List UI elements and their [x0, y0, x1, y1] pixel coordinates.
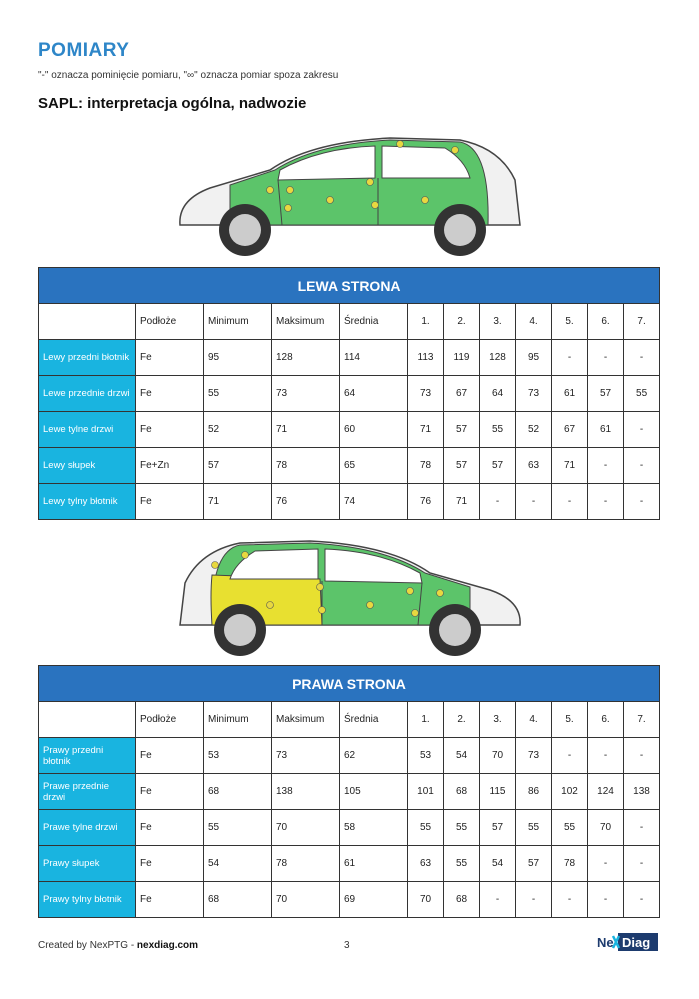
table-cell: 71 [408, 412, 444, 448]
row-label: Prawy tylny błotnik [39, 882, 136, 918]
table-cell: - [624, 484, 660, 520]
page-number: 3 [344, 940, 350, 951]
column-header: 4. [516, 702, 552, 738]
column-header: 6. [588, 702, 624, 738]
column-header: 2. [444, 304, 480, 340]
table-cell: 119 [444, 340, 480, 376]
table-cell: 53 [408, 738, 444, 774]
column-header: 3. [480, 702, 516, 738]
column-header: 5. [552, 702, 588, 738]
table-cell: - [552, 882, 588, 918]
table-cell: 68 [444, 774, 480, 810]
table-cell: 70 [272, 810, 340, 846]
table-cell: 95 [516, 340, 552, 376]
table-cell: 63 [516, 448, 552, 484]
right-side-table [38, 665, 660, 918]
row-label: Lewe przednie drzwi [39, 376, 136, 412]
table-cell: - [588, 738, 624, 774]
table-cell: - [624, 738, 660, 774]
row-label: Lewe tylne drzwi [39, 412, 136, 448]
table-cell: 54 [444, 738, 480, 774]
column-header: Maksimum [272, 702, 340, 738]
table-cell: 52 [516, 412, 552, 448]
table-cell: 138 [272, 774, 340, 810]
table-cell: - [480, 484, 516, 520]
table-cell: 70 [588, 810, 624, 846]
table-cell: 53 [204, 738, 272, 774]
table-cell: - [552, 484, 588, 520]
table-cell: - [588, 846, 624, 882]
table-cell: 76 [408, 484, 444, 520]
table-cell: 57 [444, 448, 480, 484]
column-header: 4. [516, 304, 552, 340]
table-cell: - [624, 448, 660, 484]
table-cell: 52 [204, 412, 272, 448]
table-cell: - [624, 412, 660, 448]
table-cell: 55 [480, 412, 516, 448]
table-cell: 68 [444, 882, 480, 918]
table-cell: 78 [272, 448, 340, 484]
table-cell: Fe [136, 882, 204, 918]
table-cell: 138 [624, 774, 660, 810]
table-cell: 55 [552, 810, 588, 846]
row-label: Prawy przedni błotnik [39, 738, 136, 774]
section-subtitle: SAPL: interpretacja ogólna, nadwozie [38, 95, 307, 112]
row-label: Lewy przedni błotnik [39, 340, 136, 376]
table-cell: 69 [340, 882, 408, 918]
table-cell: 60 [340, 412, 408, 448]
header-blank-cell [39, 702, 136, 738]
table-cell: 102 [552, 774, 588, 810]
table-cell: 71 [552, 448, 588, 484]
table-cell: - [552, 738, 588, 774]
table-cell: - [516, 882, 552, 918]
table-cell: 55 [624, 376, 660, 412]
table-cell: - [588, 448, 624, 484]
table-cell: 55 [408, 810, 444, 846]
column-header: Podłoże [136, 304, 204, 340]
table-cell: 73 [272, 738, 340, 774]
table-row [39, 810, 660, 846]
table-row [39, 738, 660, 774]
table-cell: - [588, 340, 624, 376]
table-cell: 63 [408, 846, 444, 882]
table-cell: 74 [340, 484, 408, 520]
table-cell: 78 [408, 448, 444, 484]
table-cell: 62 [340, 738, 408, 774]
table-cell: 71 [444, 484, 480, 520]
table-cell: 73 [516, 738, 552, 774]
column-header: 1. [408, 304, 444, 340]
table-cell: 55 [204, 810, 272, 846]
table-cell: 64 [480, 376, 516, 412]
car-right-side-diagram [170, 535, 530, 660]
table-row [39, 882, 660, 918]
column-header: 5. [552, 304, 588, 340]
column-header: Minimum [204, 702, 272, 738]
table-cell: Fe [136, 810, 204, 846]
table-cell: 70 [272, 882, 340, 918]
logo-text-ne: Ne [597, 935, 614, 950]
table-cell: 73 [408, 376, 444, 412]
table-cell: - [588, 484, 624, 520]
legend-note: "-" oznacza pominięcie pomiaru, "∞" oznacza pomiar spoza zakresu [38, 70, 339, 81]
left-side-table [38, 267, 660, 520]
table-cell: Fe [136, 484, 204, 520]
column-header: 7. [624, 304, 660, 340]
nexdiag-logo [596, 932, 658, 952]
column-header: Średnia [340, 702, 408, 738]
row-label: Lewy tylny błotnik [39, 484, 136, 520]
table-cell: 71 [272, 412, 340, 448]
table-cell: Fe [136, 846, 204, 882]
row-label: Prawe tylne drzwi [39, 810, 136, 846]
table-cell: Fe [136, 738, 204, 774]
table-cell: 73 [516, 376, 552, 412]
footer-link[interactable]: nexdiag.com [136, 940, 199, 951]
footer-credit [38, 940, 198, 951]
table-cell: - [624, 340, 660, 376]
table-row [39, 774, 660, 810]
table-cell: 57 [480, 448, 516, 484]
table-cell: 101 [408, 774, 444, 810]
table-cell: 67 [444, 376, 480, 412]
table-cell: 114 [340, 340, 408, 376]
table-cell: 70 [408, 882, 444, 918]
table-cell: 105 [340, 774, 408, 810]
left-side-title: LEWA STRONA [39, 268, 660, 304]
table-cell: 128 [272, 340, 340, 376]
table-cell: - [588, 882, 624, 918]
table-cell: 64 [340, 376, 408, 412]
table-cell: 67 [552, 412, 588, 448]
table-cell: 57 [444, 412, 480, 448]
page-title: POMIARY [38, 40, 130, 61]
table-cell: 113 [408, 340, 444, 376]
table-cell: - [624, 810, 660, 846]
table-cell: 57 [204, 448, 272, 484]
table-row [39, 340, 660, 376]
table-cell: Fe [136, 412, 204, 448]
row-label: Prawy słupek [39, 846, 136, 882]
column-header: Średnia [340, 304, 408, 340]
column-header: 1. [408, 702, 444, 738]
table-cell: 54 [204, 846, 272, 882]
column-header: 7. [624, 702, 660, 738]
table-cell: - [516, 484, 552, 520]
table-cell: 86 [516, 774, 552, 810]
column-header-row [39, 702, 660, 738]
table-cell: 76 [272, 484, 340, 520]
table-cell: 55 [516, 810, 552, 846]
table-cell: 68 [204, 774, 272, 810]
table-cell: 57 [480, 810, 516, 846]
table-row [39, 846, 660, 882]
table-cell: 78 [552, 846, 588, 882]
column-header: 6. [588, 304, 624, 340]
table-cell: 58 [340, 810, 408, 846]
table-cell: 54 [480, 846, 516, 882]
row-label: Prawe przednie drzwi [39, 774, 136, 810]
column-header: Maksimum [272, 304, 340, 340]
table-cell: - [552, 340, 588, 376]
table-cell: - [624, 846, 660, 882]
table-cell: 61 [552, 376, 588, 412]
table-cell: Fe [136, 376, 204, 412]
table-cell: 55 [444, 846, 480, 882]
right-side-title: PRAWA STRONA [39, 666, 660, 702]
table-cell: 128 [480, 340, 516, 376]
car-left-side-diagram [170, 130, 530, 260]
table-cell: 61 [340, 846, 408, 882]
table-cell: Fe [136, 774, 204, 810]
table-cell: Fe [136, 340, 204, 376]
footer-credit-text: Created by NexPTG - [38, 940, 137, 951]
column-header: Podłoże [136, 702, 204, 738]
table-cell: 70 [480, 738, 516, 774]
table-row [39, 448, 660, 484]
table-cell: 115 [480, 774, 516, 810]
table-cell: 95 [204, 340, 272, 376]
header-blank-cell [39, 304, 136, 340]
table-row [39, 484, 660, 520]
column-header: 3. [480, 304, 516, 340]
column-header: 2. [444, 702, 480, 738]
table-cell: 73 [272, 376, 340, 412]
table-cell: 71 [204, 484, 272, 520]
table-cell: 57 [588, 376, 624, 412]
table-cell: 65 [340, 448, 408, 484]
table-cell: 78 [272, 846, 340, 882]
table-row [39, 376, 660, 412]
table-cell: - [624, 882, 660, 918]
table-cell: Fe+Zn [136, 448, 204, 484]
table-cell: 61 [588, 412, 624, 448]
table-cell: 68 [204, 882, 272, 918]
table-row [39, 412, 660, 448]
table-cell: 55 [204, 376, 272, 412]
column-header: Minimum [204, 304, 272, 340]
table-cell: 57 [516, 846, 552, 882]
table-cell: 55 [444, 810, 480, 846]
table-cell: - [480, 882, 516, 918]
column-header-row [39, 304, 660, 340]
logo-text-diag: Diag [622, 935, 651, 950]
table-cell: 124 [588, 774, 624, 810]
row-label: Lewy słupek [39, 448, 136, 484]
